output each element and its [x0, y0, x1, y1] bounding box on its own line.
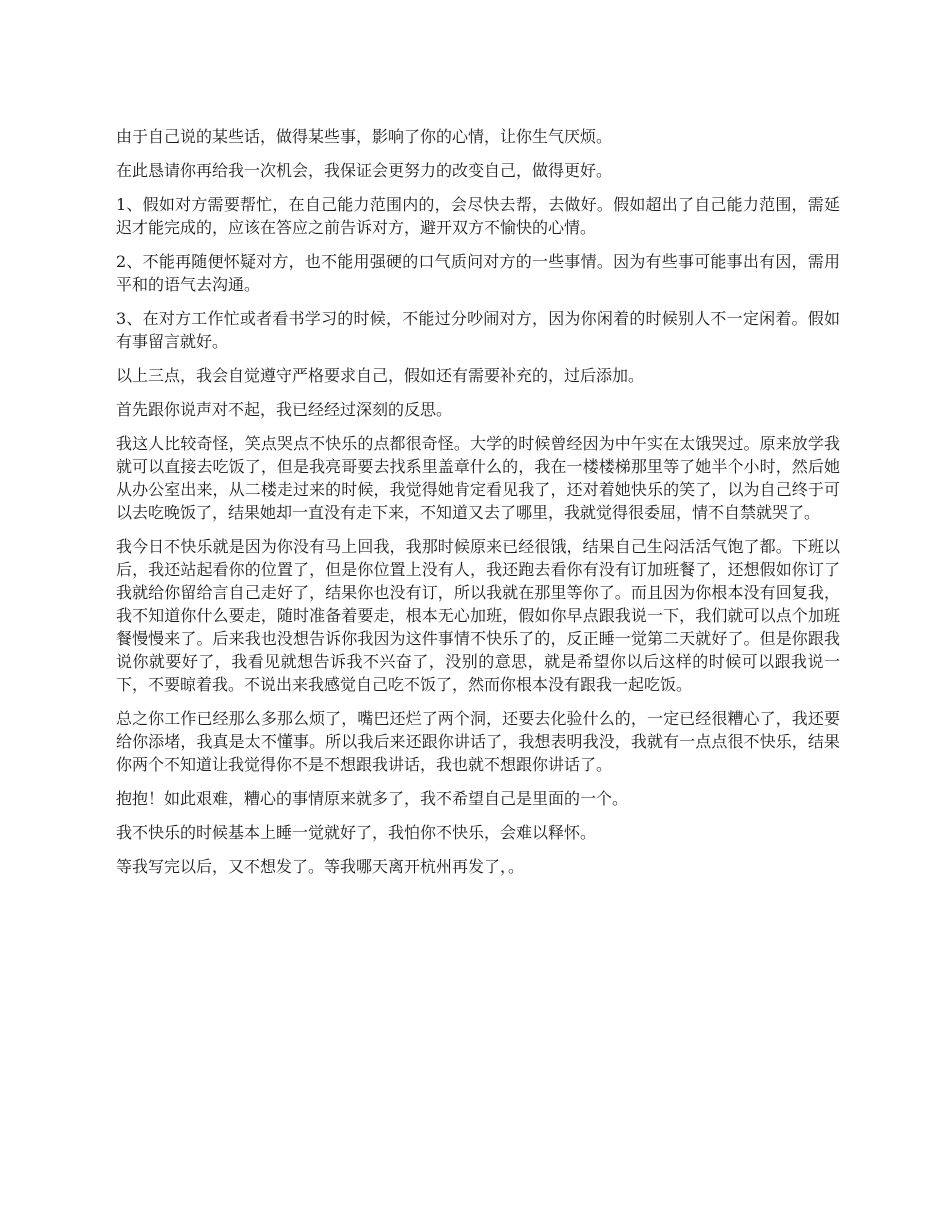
paragraph: 我这人比较奇怪，笑点哭点不快乐的点都很奇怪。大学的时候曾经因为中午实在太饿哭过。原来放学我就可以直接去吃饭了，但是我亮哥要去找系里盖章什么的，我在一楼楼梯那里等了她半个小时，然后她从办公室出来，从二楼走过来的时候，我觉得她肯定看见我了，还对着她快乐的笑了，以为自己终于可以去吃晚饭了，结果她却一直没有走下来，不知道又去了哪里，我就觉得很委屈，情不自禁就哭了。 [116, 434, 840, 522]
paragraph: 在此恳请你再给我一次机会，我保证会更努力的改变自己，做得更好。 [116, 161, 613, 180]
paragraph: 3、在对方工作忙或者看书学习的时候，不能过分吵闹对方，因为你闲着的时候别人不一定闲着。假如有事留言就好。 [116, 309, 840, 351]
paragraph: 首先跟你说声对不起，我已经经过深刻的反思。 [116, 400, 453, 419]
paragraph: 我不快乐的时候基本上睡一觉就好了，我怕你不快乐，会难以释怀。 [116, 823, 597, 842]
document-body [116, 125, 840, 889]
paragraph: 1、假如对方需要帮忙，在自己能力范围内的，会尽快去帮，去做好。假如超出了自己能力范围，需延迟才能完成的，应该在答应之前告诉对方，避开双方不愉快的心情。 [116, 195, 840, 237]
paragraph: 以上三点，我会自觉遵守严格要求自己，假如还有需要补充的，过后添加。 [116, 366, 645, 385]
paragraph: 我今日不快乐就是因为你没有马上回我，我那时候原来已经很饿，结果自己生闷活活气饱了都。下班以后，我还站起看你的位置了，但是你位置上没有人，我还跑去看你有没有订加班餐了，还想假如你订了我就给你留给言自己走好了，结果你也没有订，所以我就在那里等你了。而且因为你根本没有回复我，我不知道你什么要走，随时准备着要走，根本无心加班，假如你早点跟我说一下，我们就可以点个加班餐慢慢来了。后来我也没想告诉你我因为这件事情不快乐了的，反正睡一觉第二天就好了。但是你跟我说你就要好了，我看见就想告诉我不兴奋了，没别的意思，就是希望你以后这样的时候可以跟我说一下，不要晾着我。不说出来我感觉自己吃不饭了，然而你根本没有跟我一起吃饭。 [116, 537, 840, 694]
paragraph: 由于自己说的某些话，做得某些事，影响了你的心情，让你生气厌烦。 [116, 127, 613, 146]
paragraph: 2、不能再随便怀疑对方，也不能用强硬的口气质问对方的一些事情。因为有些事可能事出有因，需用平和的语气去沟通。 [116, 252, 840, 294]
paragraph: 总之你工作已经那么多那么烦了，嘴巴还烂了两个洞，还要去化验什么的，一定已经很糟心了，我还要给你添堵，我真是太不懂事。所以我后来还跟你讲话了，我想表明我没，我就有一点点很不快乐，结果你两个不知道让我觉得你不是不想跟我讲话，我也就不想跟你讲话了。 [116, 709, 840, 774]
paragraph: 抱抱！如此艰难，糟心的事情原来就多了，我不希望自己是里面的一个。 [116, 789, 629, 808]
paragraph: 等我写完以后，又不想发了。等我哪天离开杭州再发了，。 [116, 857, 525, 876]
